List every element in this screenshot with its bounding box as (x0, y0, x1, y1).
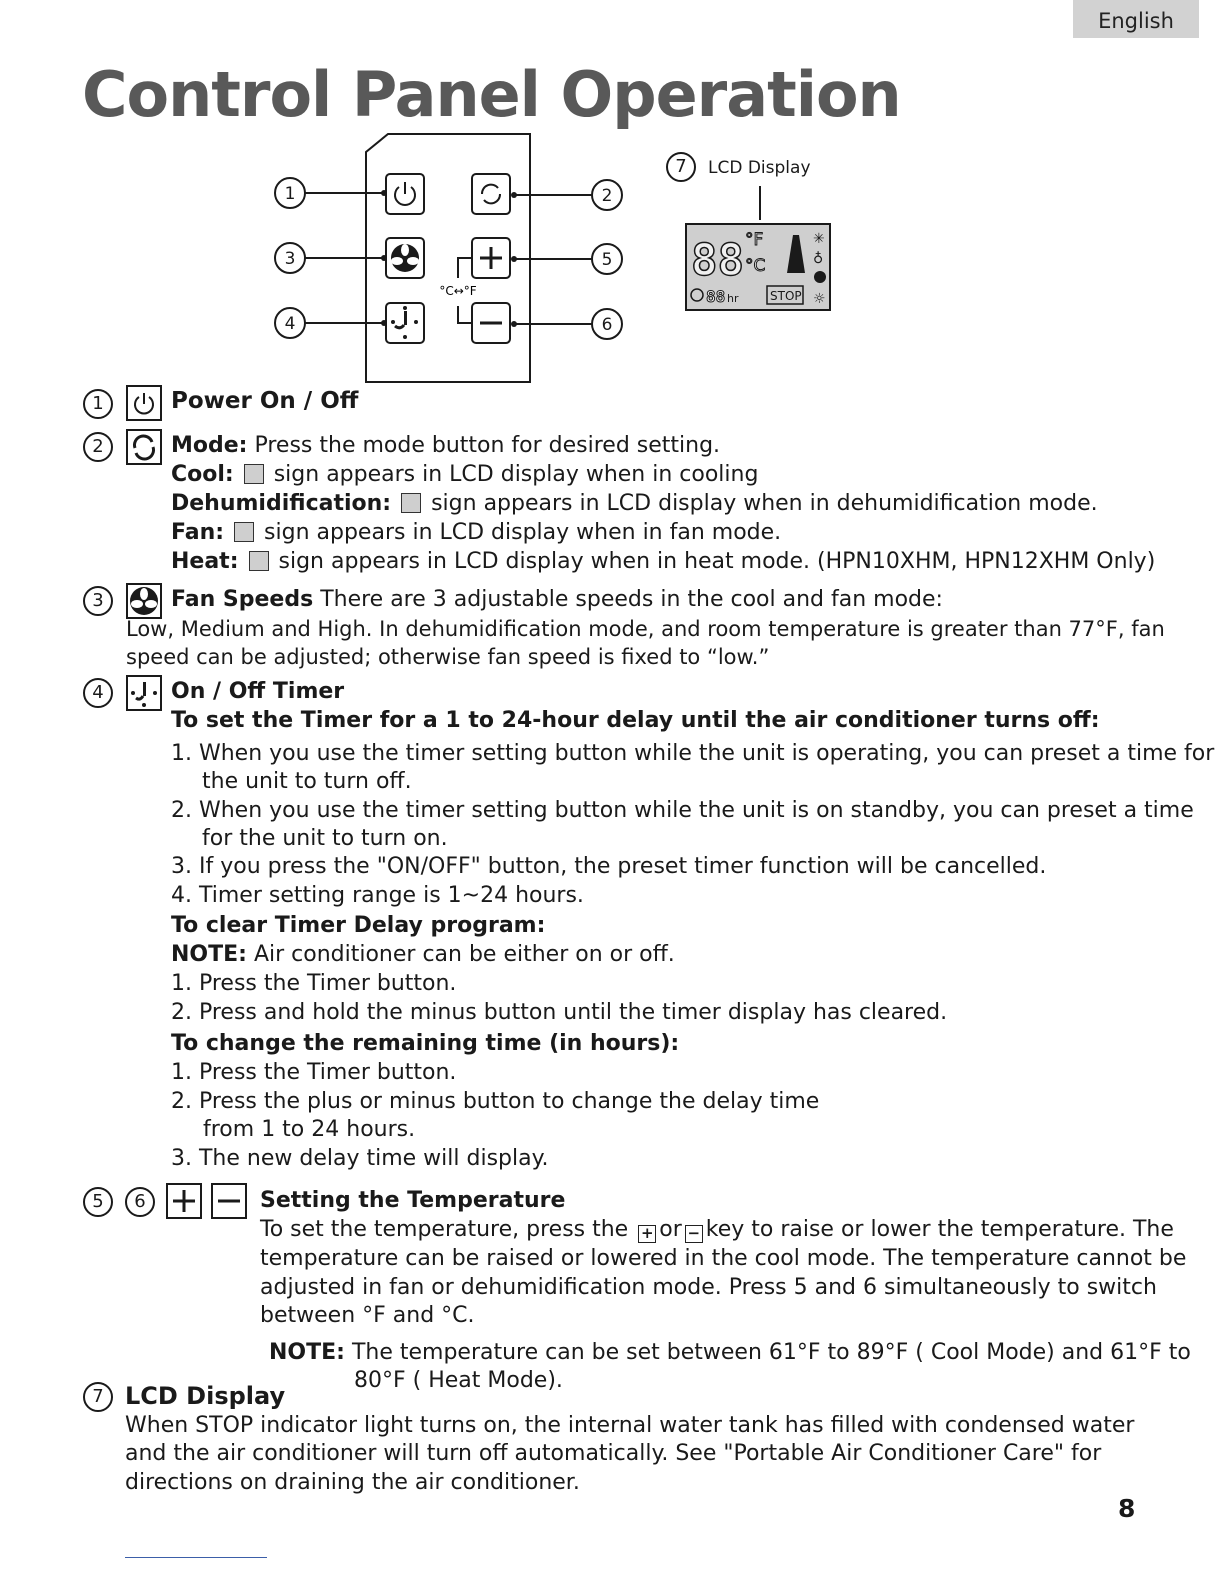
power-title: Power On / Off (171, 388, 359, 414)
lcd-unit-f: °F (745, 230, 764, 250)
lcd-line2: and the air conditioner will turn off automatically. See "Portable Air Conditioner Care" for (125, 1441, 1102, 1466)
lcd-cool-icon: ✳ (813, 231, 825, 247)
timer-set-step: 1. When you use the timer setting button while the unit is operating, you can preset a time for (171, 741, 1215, 766)
cool-sign-icon (244, 464, 264, 484)
lcd-title: LCD Display (125, 1382, 286, 1410)
callout-1-label: 1 (284, 184, 296, 204)
page-title: Control Panel Operation (82, 58, 901, 131)
fan-speeds-line2: Low, Medium and High. In dehumidification mode, and room temperature is greater than 77°F, fan (126, 617, 1165, 641)
timer-clear-heading: To clear Timer Delay program: (171, 913, 546, 938)
timer-change-step: 2. Press the plus or minus button to change the delay time (171, 1089, 820, 1114)
footer-divider (125, 1557, 267, 1558)
plus-key-icon: + (638, 1225, 656, 1243)
callout-2-label: 2 (601, 186, 613, 206)
timer-change-heading: To change the remaining time (in hours): (171, 1031, 680, 1056)
lcd-line1: When STOP indicator light turns on, the internal water tank has filled with condensed water (125, 1413, 1135, 1438)
timer-set-step: the unit to turn off. (202, 769, 412, 794)
temperature-line2: temperature can be raised or lowered in the cool mode. The temperature cannot be (260, 1246, 1187, 1271)
callout-5-label: 5 (601, 250, 613, 270)
language-tab: English (1073, 0, 1199, 38)
fan-sign-icon (234, 522, 254, 542)
fan-speeds-line1: Fan Speeds There are 3 adjustable speeds in the cool and fan mode: (171, 587, 943, 612)
lcd-display-label: LCD Display (708, 158, 811, 178)
temperature-title: Setting the Temperature (260, 1188, 566, 1213)
section-5-number: 5 (83, 1187, 113, 1217)
minus-key-icon: − (685, 1225, 703, 1243)
heat-sign-icon (249, 551, 269, 571)
dehum-sign-icon (401, 493, 421, 513)
lcd-timer-digits: 88 (706, 287, 726, 306)
lcd-unit-c: °C (745, 256, 766, 276)
lcd-dehum-icon: ♁ (813, 251, 824, 267)
lcd-temp-digits: 88 (691, 235, 744, 286)
timer-set-step: for the unit to turn on. (202, 826, 448, 851)
timer-clear-note: NOTE: Air conditioner can be either on or off. (171, 942, 675, 967)
fan-speeds-line3: speed can be adjusted; otherwise fan speed is fixed to “low.” (126, 645, 770, 669)
timer-set-step: 4. Timer setting range is 1~24 hours. (171, 883, 584, 908)
timer-set-step: 2. When you use the timer setting button while the unit is on standby, you can preset a time (171, 798, 1194, 823)
callout-3-label: 3 (284, 249, 296, 269)
lcd-callout-7: 7 (666, 152, 696, 182)
timer-clear-step: 2. Press and hold the minus button until the timer display has cleared. (171, 1000, 948, 1025)
callout-6-label: 6 (601, 315, 613, 335)
section-2-number: 2 (83, 432, 113, 462)
timer-change-step: 3. The new delay time will display. (171, 1146, 549, 1171)
section-4-number: 4 (83, 678, 113, 708)
timer-title: On / Off Timer (171, 679, 345, 704)
section-3-number: 3 (83, 586, 113, 616)
lcd-hr: hr (727, 292, 739, 305)
callout-4-label: 4 (284, 314, 296, 334)
timer-set-step: 3. If you press the "ON/OFF" button, the preset timer function will be cancelled. (171, 854, 1047, 879)
unit-switch-label: °C↔°F (439, 284, 477, 298)
lcd-line3: directions on draining the air conditioner. (125, 1470, 580, 1495)
section-1-number: 1 (83, 389, 113, 419)
mode-fan-line: Fan: sign appears in LCD display when in fan mode. (171, 520, 782, 545)
mode-line: Mode: Press the mode button for desired setting. (171, 433, 721, 458)
section-6-number: 6 (125, 1187, 155, 1217)
lcd-heat-icon: ☼ (813, 291, 826, 307)
timer-change-step: 1. Press the Timer button. (171, 1060, 457, 1085)
section-7-number: 7 (83, 1382, 113, 1412)
page-number: 8 (1118, 1494, 1136, 1523)
lcd-stop: STOP (770, 289, 802, 303)
timer-clear-step: 1. Press the Timer button. (171, 971, 457, 996)
mode-dehum-line: Dehumidification: sign appears in LCD display when in dehumidification mode. (171, 491, 1098, 516)
temperature-note-line1: NOTE: The temperature can be set between 61°F to 89°F ( Cool Mode) and 61°F to (269, 1340, 1191, 1365)
temperature-line3: adjusted in fan or dehumidification mode. Press 5 and 6 simultaneously to switch (260, 1275, 1157, 1300)
timer-set-heading: To set the Timer for a 1 to 24-hour delay until the air conditioner turns off: (171, 708, 1100, 733)
temperature-note-line2: 80°F ( Heat Mode). (354, 1368, 563, 1393)
mode-heat-line: Heat: sign appears in LCD display when in heat mode. (HPN10XHM, HPN12XHM Only) (171, 549, 1156, 574)
temperature-line1: To set the temperature, press the + or − key to raise or lower the temperature. The (260, 1217, 1174, 1242)
mode-cool-line: Cool: sign appears in LCD display when in cooling (171, 462, 759, 487)
temperature-line4: between °F and °C. (260, 1303, 475, 1328)
timer-change-step: from 1 to 24 hours. (203, 1117, 416, 1142)
